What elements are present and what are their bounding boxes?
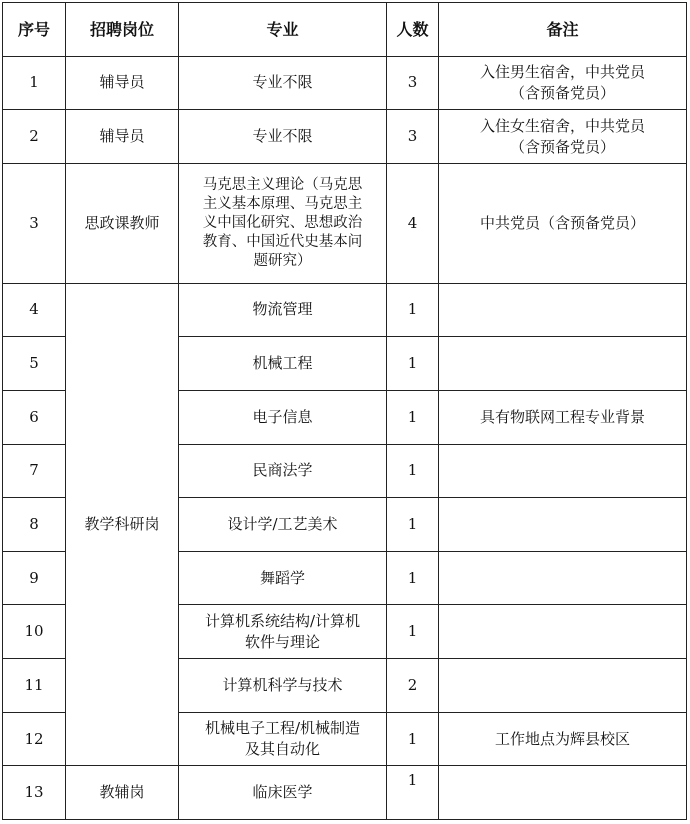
cell-note: [439, 498, 687, 552]
cell-count: 4: [387, 163, 439, 283]
major-line: 义中国化研究、思想政治: [202, 214, 363, 231]
cell-count: 1: [387, 390, 439, 444]
cell-count: 1: [387, 444, 439, 498]
cell-no: 5: [3, 337, 66, 391]
cell-no: 1: [3, 56, 66, 110]
header-count: 人数: [387, 3, 439, 57]
cell-count: 1: [387, 766, 439, 820]
cell-major: 设计学/工艺美术: [179, 498, 387, 552]
cell-no: 6: [3, 390, 66, 444]
cell-group-position: 教学科研岗: [66, 283, 179, 766]
cell-note: 中共党员（含预备党员）: [439, 163, 687, 283]
cell-no: 2: [3, 110, 66, 164]
cell-count: 1: [387, 712, 439, 766]
cell-count: 1: [387, 498, 439, 552]
cell-no: 13: [3, 766, 66, 820]
cell-major: 专业不限: [179, 56, 387, 110]
cell-no: 12: [3, 712, 66, 766]
major-line: 主义基本原理、马克思主: [202, 195, 363, 212]
cell-count: 3: [387, 110, 439, 164]
cell-major: 专业不限: [179, 110, 387, 164]
cell-note: [439, 283, 687, 337]
cell-count: 1: [387, 551, 439, 605]
cell-no: 4: [3, 283, 66, 337]
cell-count: 1: [387, 283, 439, 337]
cell-major: 民商法学: [179, 444, 387, 498]
cell-count: 1: [387, 605, 439, 659]
header-no: 序号: [3, 3, 66, 57]
major-line: 软件与理论: [244, 632, 320, 651]
cell-note: [439, 56, 687, 110]
cell-no: 10: [3, 605, 66, 659]
cell-major: 临床医学: [179, 766, 387, 820]
cell-note: [439, 659, 687, 713]
table-row: [3, 56, 687, 110]
cell-count: 1: [387, 337, 439, 391]
cell-no: 11: [3, 659, 66, 713]
cell-no: 7: [3, 444, 66, 498]
cell-no: 8: [3, 498, 66, 552]
cell-major: 舞蹈学: [179, 551, 387, 605]
table-header-row: [3, 3, 687, 57]
cell-note: [439, 444, 687, 498]
note-line: 入住女生宿舍，中共党员: [479, 116, 645, 135]
major-line: 马克思主义理论（马克思: [202, 176, 363, 193]
cell-major: 计算机科学与技术: [179, 659, 387, 713]
major-line: 教育、中国近代史基本问: [202, 233, 363, 250]
cell-no: 3: [3, 163, 66, 283]
cell-note: 工作地点为辉县校区: [439, 712, 687, 766]
cell-note: [439, 110, 687, 164]
cell-position: 辅导员: [66, 110, 179, 164]
cell-note: 具有物联网工程专业背景: [439, 390, 687, 444]
cell-no: 9: [3, 551, 66, 605]
note-line: 入住男生宿舍，中共党员: [479, 62, 645, 81]
cell-position: 辅导员: [66, 56, 179, 110]
note-line: （含预备党员）: [509, 137, 615, 156]
recruitment-table: [2, 2, 687, 820]
cell-major: 电子信息: [179, 390, 387, 444]
note-line: （含预备党员）: [509, 83, 615, 102]
cell-note: [439, 337, 687, 391]
table-row: [3, 110, 687, 164]
cell-note: [439, 766, 687, 820]
major-line: 题研究）: [253, 252, 312, 269]
cell-position: 思政课教师: [66, 163, 179, 283]
table-row: [3, 283, 687, 337]
cell-major: 物流管理: [179, 283, 387, 337]
cell-note: [439, 605, 687, 659]
cell-count: 2: [387, 659, 439, 713]
cell-major: 机械工程: [179, 337, 387, 391]
cell-count: 3: [387, 56, 439, 110]
major-line: 计算机系统结构/计算机: [204, 611, 361, 630]
header-note: 备注: [439, 3, 687, 57]
cell-note: [439, 551, 687, 605]
cell-major: [179, 712, 387, 766]
table-row: [3, 766, 687, 820]
major-line: 机械电子工程/机械制造: [204, 719, 361, 738]
cell-position: 教辅岗: [66, 766, 179, 820]
major-line: 及其自动化: [244, 740, 320, 759]
header-position: 招聘岗位: [66, 3, 179, 57]
table-row: [3, 163, 687, 283]
cell-major: [179, 163, 387, 283]
header-major: 专业: [179, 3, 387, 57]
cell-major: [179, 605, 387, 659]
